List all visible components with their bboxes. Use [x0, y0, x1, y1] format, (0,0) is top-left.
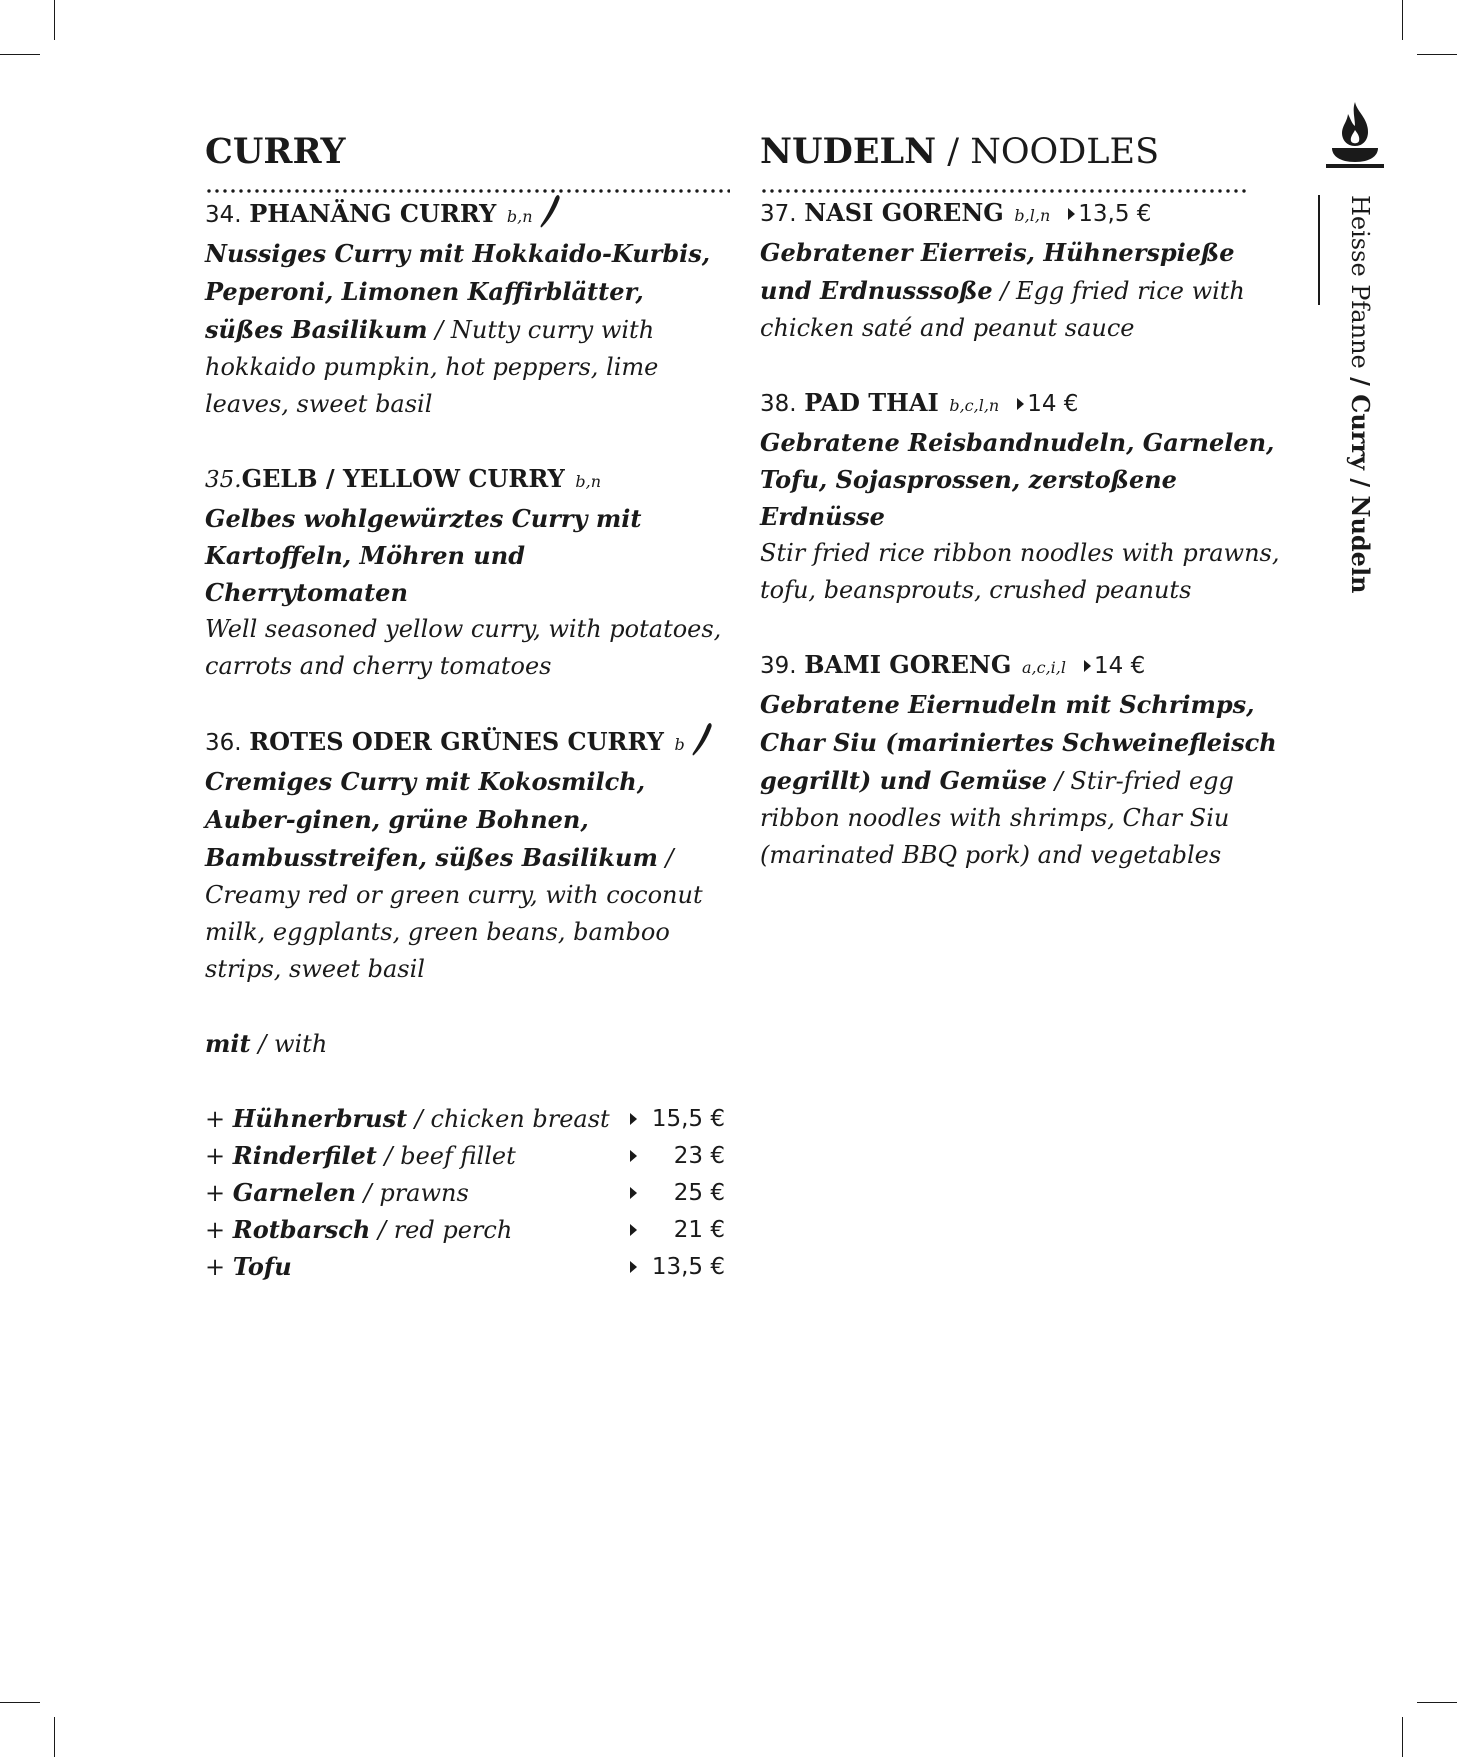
- addon-row: + Tofu 13,5 €: [205, 1252, 725, 1281]
- curry-section: [205, 130, 730, 1285]
- arrow-right-icon: [1017, 398, 1024, 410]
- item-name: NASI GORENG: [804, 198, 1004, 227]
- addon-name-de: Rinderfilet: [232, 1141, 377, 1170]
- menu-item-35: [205, 460, 730, 685]
- item-desc-de: Gelbes wohlgewürztes Curry mit Kartoffeln, Möhren und Cherrytomaten: [205, 504, 642, 607]
- addon-price: 15,5 €: [651, 1105, 725, 1132]
- noodles-title-de: NUDELN: [760, 131, 937, 172]
- with-separator: /: [250, 1030, 274, 1058]
- crop-mark: [0, 1702, 40, 1703]
- item-desc-en: Stir fried rice ribbon noodles with prawns, tofu, beansprouts, crushed peanuts: [760, 539, 1280, 604]
- item-number: 36.: [205, 730, 242, 756]
- curry-title: CURRY: [205, 131, 346, 172]
- desc-separator: /: [427, 316, 451, 344]
- side-label-nudeln: Nudeln: [1346, 495, 1375, 594]
- item-name: ROTES ODER GRÜNES CURRY: [249, 727, 664, 756]
- menu-item-39: [760, 646, 1290, 874]
- item-desc-en: Nutty curry with hokkaido pumpkin, hot peppers, lime leaves, sweet basil: [205, 316, 659, 418]
- item-name: GELB / YELLOW CURRY: [241, 464, 565, 493]
- item-price: [1084, 653, 1145, 679]
- menu-item-34: [205, 194, 730, 423]
- item-price: [1017, 391, 1078, 417]
- item-number: 38.: [760, 391, 797, 417]
- item-price-value: 14 €: [1094, 653, 1146, 679]
- flame-pan-icon: [1324, 100, 1386, 172]
- addon-name-de: Hühnerbrust: [232, 1104, 408, 1133]
- crop-mark: [54, 0, 55, 40]
- item-allergens: a,c,i,l: [1022, 658, 1066, 677]
- item-price-value: 13,5 €: [1078, 201, 1152, 227]
- item-desc-en: Egg fried rice with chicken saté and peanut sauce: [760, 277, 1245, 342]
- item-desc-de: Gebratene Reisbandnudeln, Garnelen, Tofu, Sojasprossen, zerstoßene Erdnüsse: [760, 428, 1275, 531]
- arrow-right-icon: [630, 1224, 637, 1236]
- arrow-right-icon: [630, 1187, 637, 1199]
- side-separator: /: [1346, 368, 1375, 395]
- addon-name-en: prawns: [379, 1179, 469, 1207]
- item-allergens: b,n: [575, 472, 601, 491]
- arrow-right-icon: [1084, 660, 1091, 672]
- item-desc-de: Gebratener Eierreis, Hühnerspieße und Erdnusssoße: [760, 238, 1235, 305]
- addon-price: 13,5 €: [651, 1253, 725, 1280]
- crop-mark: [1417, 54, 1457, 55]
- addon-row: + Rotbarsch / red perch 21 €: [205, 1215, 725, 1244]
- item-allergens: b,n: [506, 207, 533, 226]
- item-name: BAMI GORENG: [804, 650, 1012, 679]
- side-section-label: [1345, 195, 1375, 605]
- addon-name-de: Tofu: [232, 1252, 292, 1281]
- side-label-light: Heisse Pfanne: [1346, 195, 1374, 369]
- item-desc-en: Well seasoned yellow curry, with potatoes, carrots and cherry tomatoes: [205, 615, 722, 680]
- addon-name-de: Rotbarsch: [232, 1215, 371, 1244]
- item-name: PHANÄNG CURRY: [249, 199, 497, 228]
- noodles-title: [760, 130, 1290, 174]
- item-allergens: b,c,l,n: [949, 396, 1000, 415]
- addon-row: + Garnelen / prawns 25 €: [205, 1178, 725, 1207]
- arrow-right-icon: [630, 1150, 637, 1162]
- crop-mark: [1402, 1717, 1403, 1757]
- addon-price: 23 €: [673, 1142, 725, 1169]
- crop-mark: [1402, 0, 1403, 40]
- crop-mark: [54, 1717, 55, 1757]
- item-desc-de: Nussiges Curry mit Hokkaido-Kurbis, Peperoni, Limonen Kaffirblätter, süßes Basilikum: [205, 239, 711, 344]
- item-desc-de: Gebratene Eiernudeln mit Schrimps, Char Siu (mariniertes Schweinefleisch gegrillt) und Gemüse: [760, 690, 1277, 795]
- item-number: 37.: [760, 201, 797, 227]
- item-desc-en: Creamy red or green curry, with coconut milk, eggplants, green beans, bamboo strips, sweet basil: [205, 881, 703, 983]
- arrow-right-icon: [630, 1113, 637, 1125]
- addon-name-en: beef fillet: [400, 1142, 516, 1170]
- side-separator: /: [1346, 470, 1375, 496]
- menu-item-38: [760, 384, 1290, 609]
- side-rule: [1318, 195, 1320, 305]
- noodles-section: [760, 130, 1290, 874]
- addon-price: 21 €: [673, 1216, 725, 1243]
- menu-item-37: [760, 194, 1290, 347]
- addon-price: 25 €: [673, 1179, 725, 1206]
- chili-icon: [691, 722, 713, 756]
- addon-name-de: Garnelen: [232, 1178, 356, 1207]
- desc-separator: /: [657, 844, 674, 872]
- arrow-right-icon: [630, 1261, 637, 1273]
- menu-item-36: [205, 722, 730, 988]
- with-label: [205, 1025, 730, 1063]
- item-name: PAD THAI: [804, 388, 939, 417]
- desc-separator: /: [992, 277, 1017, 305]
- item-number: 35.: [205, 467, 242, 493]
- addon-row: + Hühnerbrust / chicken breast 15,5 €: [205, 1104, 725, 1133]
- item-number: 34.: [205, 202, 242, 228]
- noodles-title-en: / NOODLES: [936, 132, 1160, 172]
- item-desc-de: Cremiges Curry mit Kokosmilch, Auber-ginen, grüne Bohnen, Bambusstreifen, süßes Basilikum: [205, 767, 658, 872]
- side-label-curry: Curry: [1346, 394, 1375, 471]
- item-allergens: b,l,n: [1014, 206, 1051, 225]
- addon-name-en: red perch: [393, 1216, 513, 1244]
- arrow-right-icon: [1068, 208, 1075, 220]
- crop-mark: [0, 54, 40, 55]
- crop-mark: [1417, 1702, 1457, 1703]
- chili-icon: [539, 194, 561, 228]
- desc-separator: /: [1047, 767, 1071, 795]
- addon-list: [205, 1100, 725, 1285]
- item-number: 39.: [760, 653, 797, 679]
- item-desc-en: Stir-fried egg ribbon noodles with shrimps, Char Siu (marinated BBQ pork) and vegetables: [760, 767, 1234, 869]
- item-allergens: b: [674, 735, 685, 754]
- item-price: [1068, 201, 1151, 227]
- item-price-value: 14 €: [1027, 391, 1079, 417]
- with-label-de: mit: [205, 1029, 251, 1058]
- addon-row: + Rinderfilet / beef fillet 23 €: [205, 1141, 725, 1170]
- with-label-en: with: [273, 1030, 328, 1058]
- addon-name-en: chicken breast: [430, 1105, 610, 1133]
